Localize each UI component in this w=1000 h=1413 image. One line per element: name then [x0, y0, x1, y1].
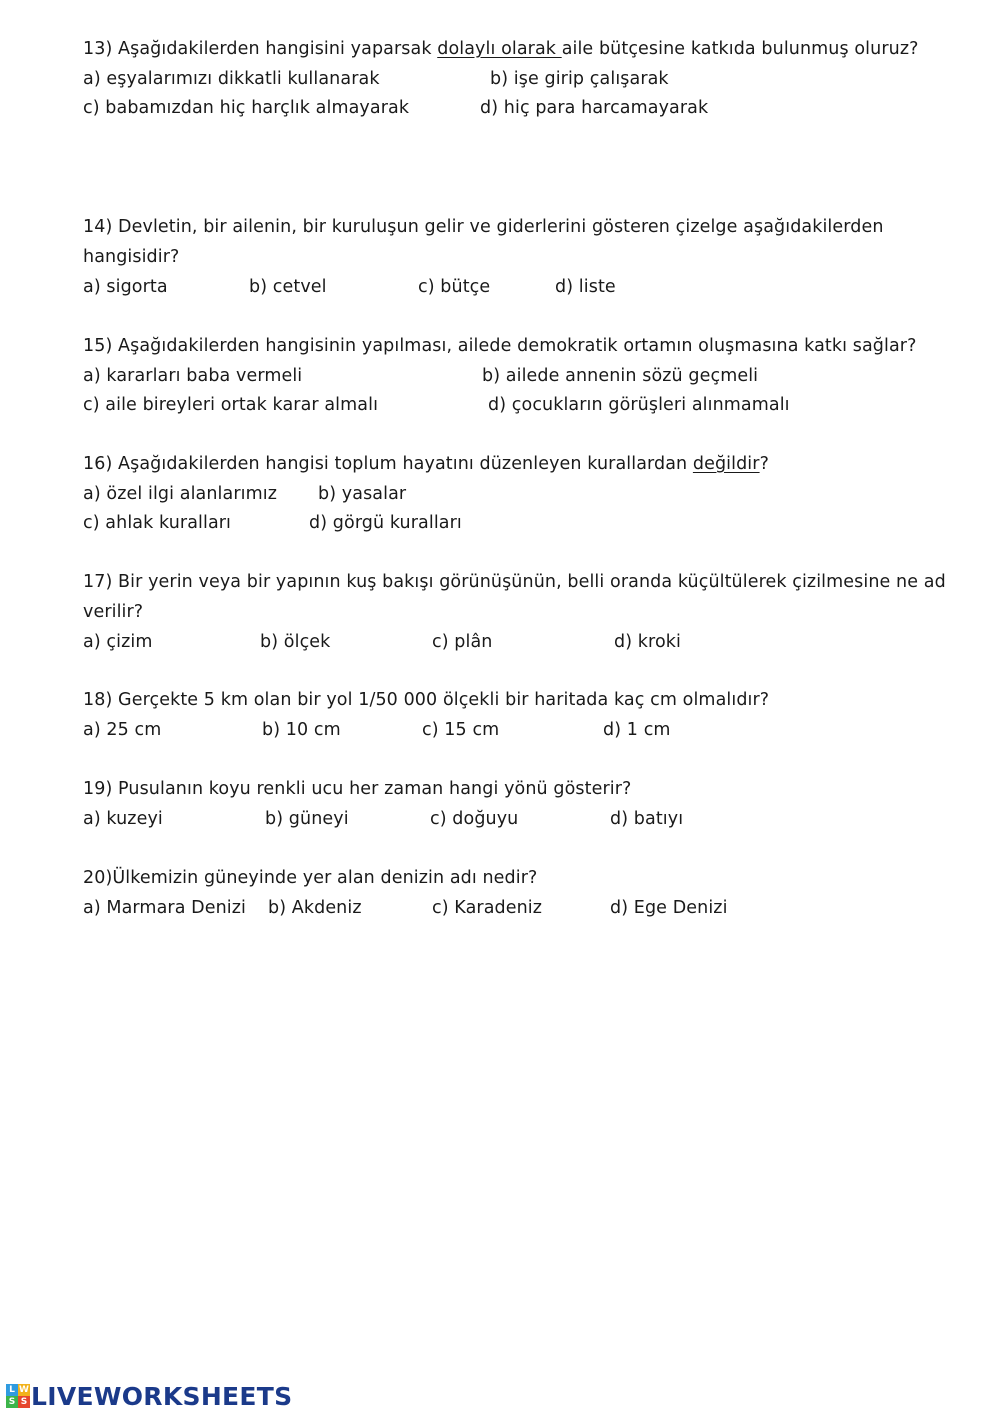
question-16-part-1: 16) Aşağıdakilerden hangisi toplum hayatını düzenleyen kurallardan — [83, 454, 693, 474]
question-14-option-b: b) cetvel — [249, 277, 327, 297]
question-18-option-b: b) 10 cm — [262, 720, 341, 740]
question-13-part-3: aile bütçesine katkıda bulunmuş oluruz? — [561, 39, 919, 59]
question-14-text-line-1: 14) Devletin, bir ailenin, bir kuruluşun gelir ve giderlerini gösteren çizelge aşağıdakilerden — [83, 217, 884, 237]
question-14-option-a: a) sigorta — [83, 277, 168, 297]
question-13-underlined: dolaylı olarak — [437, 39, 562, 59]
question-15-option-a: a) kararları baba vermeli — [83, 366, 303, 386]
question-14-text-line-2: hangisidir? — [83, 247, 180, 267]
question-17-option-d: d) kroki — [614, 632, 681, 652]
question-14-option-d: d) liste — [555, 277, 616, 297]
question-17-text-line-2: verilir? — [83, 602, 144, 622]
question-16-text — [83, 452, 769, 476]
question-17-option-b: b) ölçek — [260, 632, 331, 652]
question-16-option-b: b) yasalar — [318, 484, 407, 504]
question-13-option-a: a) eşyalarımızı dikkatli kullanarak — [83, 69, 380, 89]
question-20-option-c: c) Karadeniz — [432, 898, 543, 918]
question-18-option-d: d) 1 cm — [603, 720, 671, 740]
question-18-option-c: c) 15 cm — [422, 720, 500, 740]
question-13-option-c: c) babamızdan hiç harçlık almayarak — [83, 98, 410, 118]
liveworksheets-logo-icon — [6, 1384, 30, 1408]
question-20-option-d: d) Ege Denizi — [610, 898, 728, 918]
question-17-text-line-1: 17) Bir yerin veya bir yapının kuş bakışı görünüşünün, belli oranda küçültülerek çizilmesine ne ad — [83, 572, 946, 592]
liveworksheets-logo[interactable] — [6, 1382, 292, 1410]
question-16-underlined: değildir — [692, 454, 760, 474]
liveworksheets-logo-text: LIVEWORKSHEETS — [31, 1381, 293, 1411]
question-13-option-b: b) işe girip çalışarak — [490, 69, 669, 89]
question-18-text: 18) Gerçekte 5 km olan bir yol 1/50 000 ölçekli bir haritada kaç cm olmalıdır? — [83, 690, 770, 710]
question-18-option-a: a) 25 cm — [83, 720, 162, 740]
question-20-text: 20)Ülkemizin güneyinde yer alan denizin adı nedir? — [83, 868, 538, 888]
question-19-option-d: d) batıyı — [610, 809, 684, 829]
question-17-option-c: c) plân — [432, 632, 493, 652]
question-16-option-a: a) özel ilgi alanlarımız — [83, 484, 277, 504]
question-15-option-c: c) aile bireyleri ortak karar almalı — [83, 395, 379, 415]
question-15-option-b: b) ailede annenin sözü geçmeli — [482, 366, 759, 386]
question-19-option-c: c) doğuyu — [430, 809, 519, 829]
question-14-option-c: c) bütçe — [418, 277, 491, 297]
question-16-option-c: c) ahlak kuralları — [83, 513, 232, 533]
question-13-part-1: 13) Aşağıdakilerden hangisini yaparsak — [83, 39, 438, 59]
logo-mark-tile-1: L — [6, 1384, 18, 1396]
logo-mark-tile-2: W — [19, 1385, 29, 1395]
question-19-option-a: a) kuzeyi — [83, 809, 163, 829]
question-16-part-3: ? — [759, 454, 769, 474]
question-20-option-a: a) Marmara Denizi — [83, 898, 247, 918]
logo-mark-tile-3: S — [6, 1396, 18, 1408]
logo-mark-tile-4: S — [18, 1396, 30, 1408]
question-13-text — [83, 37, 919, 61]
question-16-option-d: d) görgü kuralları — [309, 513, 462, 533]
question-19-option-b: b) güneyi — [265, 809, 349, 829]
question-19-text: 19) Pusulanın koyu renkli ucu her zaman hangi yönü gösterir? — [83, 779, 632, 799]
question-20-option-b: b) Akdeniz — [268, 898, 362, 918]
question-15-text: 15) Aşağıdakilerden hangisinin yapılması, ailede demokratik ortamın oluşmasına katkı sağlar? — [83, 336, 917, 356]
question-17-option-a: a) çizim — [83, 632, 153, 652]
question-15-option-d: d) çocukların görüşleri alınmamalı — [488, 395, 790, 415]
question-13-option-d: d) hiç para harcamayarak — [480, 98, 709, 118]
